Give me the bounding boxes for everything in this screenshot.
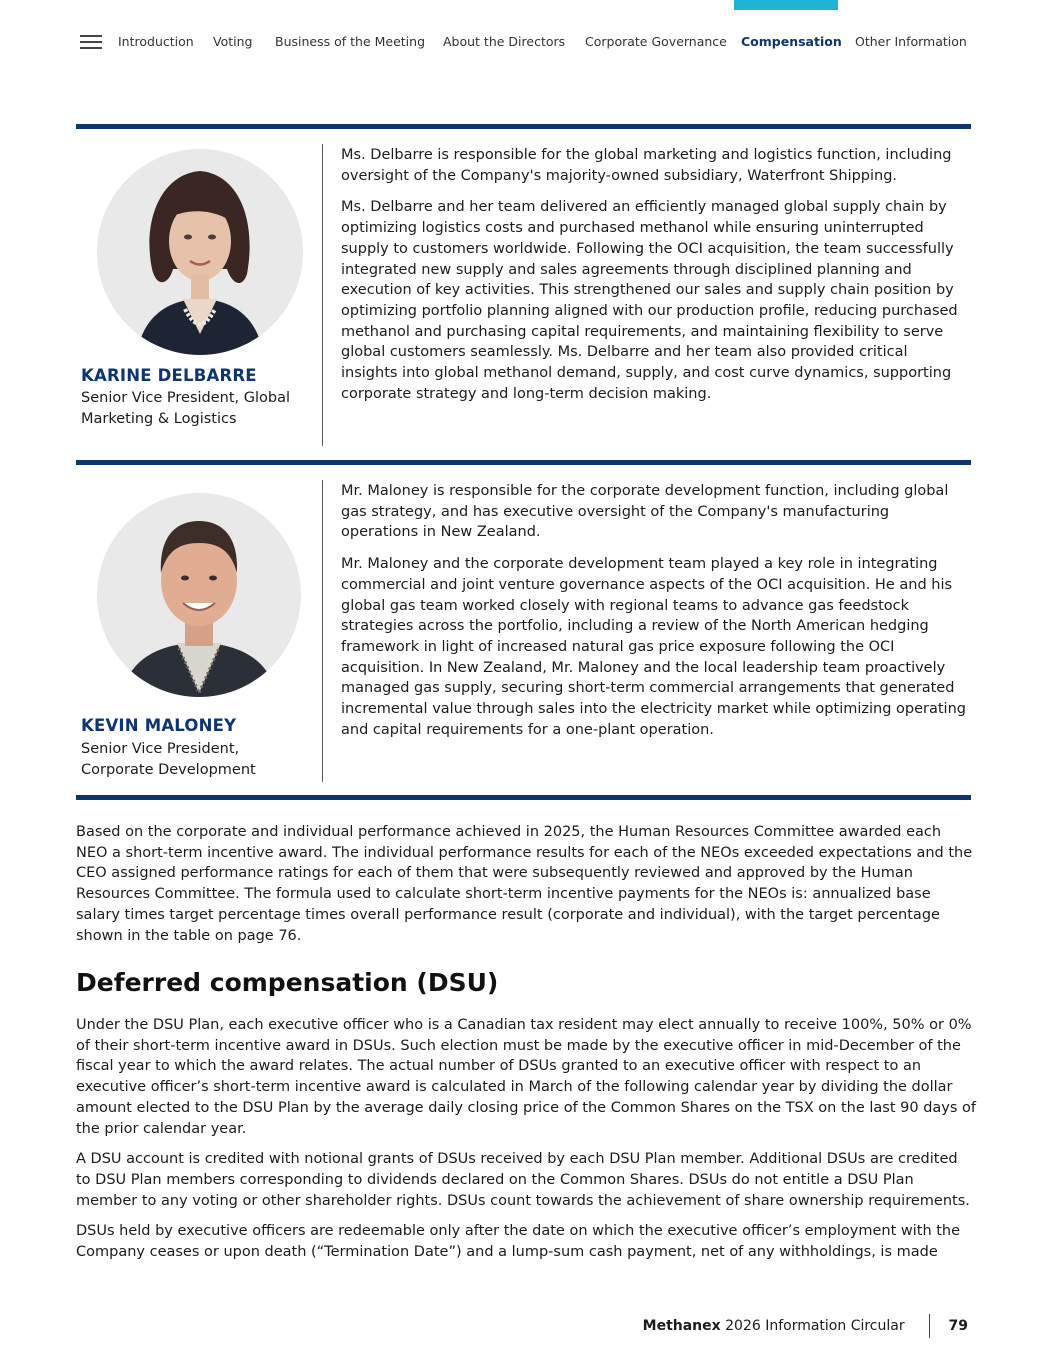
portrait-photo [97,493,301,697]
body-paragraph: Under the DSU Plan, each executive officer who is a Canadian tax resident may elect annually to receive 100%, 50% or 0% of their short-term incentive award in DSUs. Such election must be made by the executive officer in mid-December of the fiscal year to which the award relates. The actual number of DSUs granted to an executive officer with respect to an executive officer’s short-term incentive award is calculated in March of the following calendar year by dividing the dollar amount elected to the DSU Plan by the average daily closing price of the Common Shares on the TSX on the last 90 days of the prior calendar year. [76,1017,976,1137]
dsu-body [76,1015,976,1273]
executive-bio [341,145,967,415]
section-heading: Deferred compensation (DSU) [76,968,499,997]
page-footer [643,1314,968,1338]
bio-paragraph: Ms. Delbarre is responsible for the global marketing and logistics function, including oversight of the Company's majority-owned subsidiary, Waterfront Shipping. [341,147,952,184]
column-divider [322,144,323,446]
body-paragraph: Based on the corporate and individual performance achieved in 2025, the Human Resources Committee awarded each NEO a short-term incentive award. The individual performance results for each of the NEOs exceeded expectations and the CEO assigned performance ratings for each of them that were subsequently reviewed and approved by the Human Resources Committee. The formula used to calculate short-term incentive payments for the NEOs is: annualized base salary times target percentage times overall performance result (corporate and individual), with the target percentage shown in the table on page 76. [76,824,973,944]
footer-separator [929,1314,930,1338]
bio-paragraph: Mr. Maloney is responsible for the corporate development function, including global gas strategy, and has executive oversight of the Company's manufacturing operations in New Zealand. [341,483,949,541]
executive-bio [341,481,967,751]
menu-icon[interactable] [80,35,102,49]
performance-paragraph [76,822,976,956]
body-paragraph: DSUs held by executive officers are redeemable only after the date on which the executive officer’s employment with the Company ceases or upon death (“Termination Date”) and a lump-sum cash payment, net of any withholdings, is made [76,1223,961,1261]
nav-other-information[interactable]: Other Information [855,34,967,49]
nav-compensation[interactable]: Compensation [741,34,842,49]
nav-business-of-the-meeting[interactable]: Business of the Meeting [275,34,425,49]
active-section-accent [734,0,838,10]
nav-corporate-governance[interactable]: Corporate Governance [585,34,727,49]
executive-name: KARINE DELBARRE [81,366,257,385]
bio-paragraph: Mr. Maloney and the corporate development team played a key role in integrating commercial and joint venture governance aspects of the OCI acquisition. He and his global gas team worked closely with regional teams to advance gas feedstock strategies across the portfolio, including a review of the North American hedging framework in light of increased natural gas price exposure following the OCI acquisition. In New Zealand, Mr. Maloney and the local leadership team proactively managed gas supply, securing short-term commercial arrangements that generated incremental value through sales into the electricity market while optimizing operating and capital requirements for a one-plant operation. [341,556,966,738]
executive-title: Senior Vice President, Global Marketing & Logistics [81,390,291,427]
bio-paragraph: Ms. Delbarre and her team delivered an efficiently managed global supply chain by optimizing logistics costs and purchased methanol while ensuring uninterrupted supply to customers worldwide. Following the OCI acquisition, the team successfully integrated new supply and sales agreements through disciplined planning and execution of key activities. This strengthened our sales and supply chain position by optimizing portfolio planning aligned with our production profile, reducing purchased methanol and purchasing capital requirements, and maintaining flexibility to serve global customers seamlessly. Ms. Delbarre and her team also provided critical insights into global methanol demand, supply, and cost curve dynamics, supporting corporate strategy and long-term decision making. [341,199,958,402]
profile-kevin-maloney [76,465,971,795]
column-divider [322,480,323,782]
nav-voting[interactable]: Voting [213,34,253,49]
executive-title: Senior Vice President, Corporate Development [81,741,256,778]
section-divider [76,795,971,800]
page-number: 79 [948,1318,968,1334]
body-paragraph: A DSU account is credited with notional grants of DSUs received by each DSU Plan member. Additional DSUs are credited to DSU Plan members corresponding to dividends declared on the Common Shares. DSUs do not entitle a DSU Plan member to any voting or other shareholder rights. DSUs count towards the achievement of share ownership requirements. [76,1151,970,1209]
executive-name: KEVIN MALONEY [81,716,237,735]
top-navigation [80,30,980,54]
nav-about-the-directors[interactable]: About the Directors [443,34,566,49]
nav-introduction[interactable]: Introduction [118,34,194,49]
footer-brand: Methanex [642,1318,721,1334]
portrait-photo [97,149,303,355]
footer-document-title: 2026 Information Circular [725,1318,905,1334]
profile-karine-delbarre [76,129,971,459]
